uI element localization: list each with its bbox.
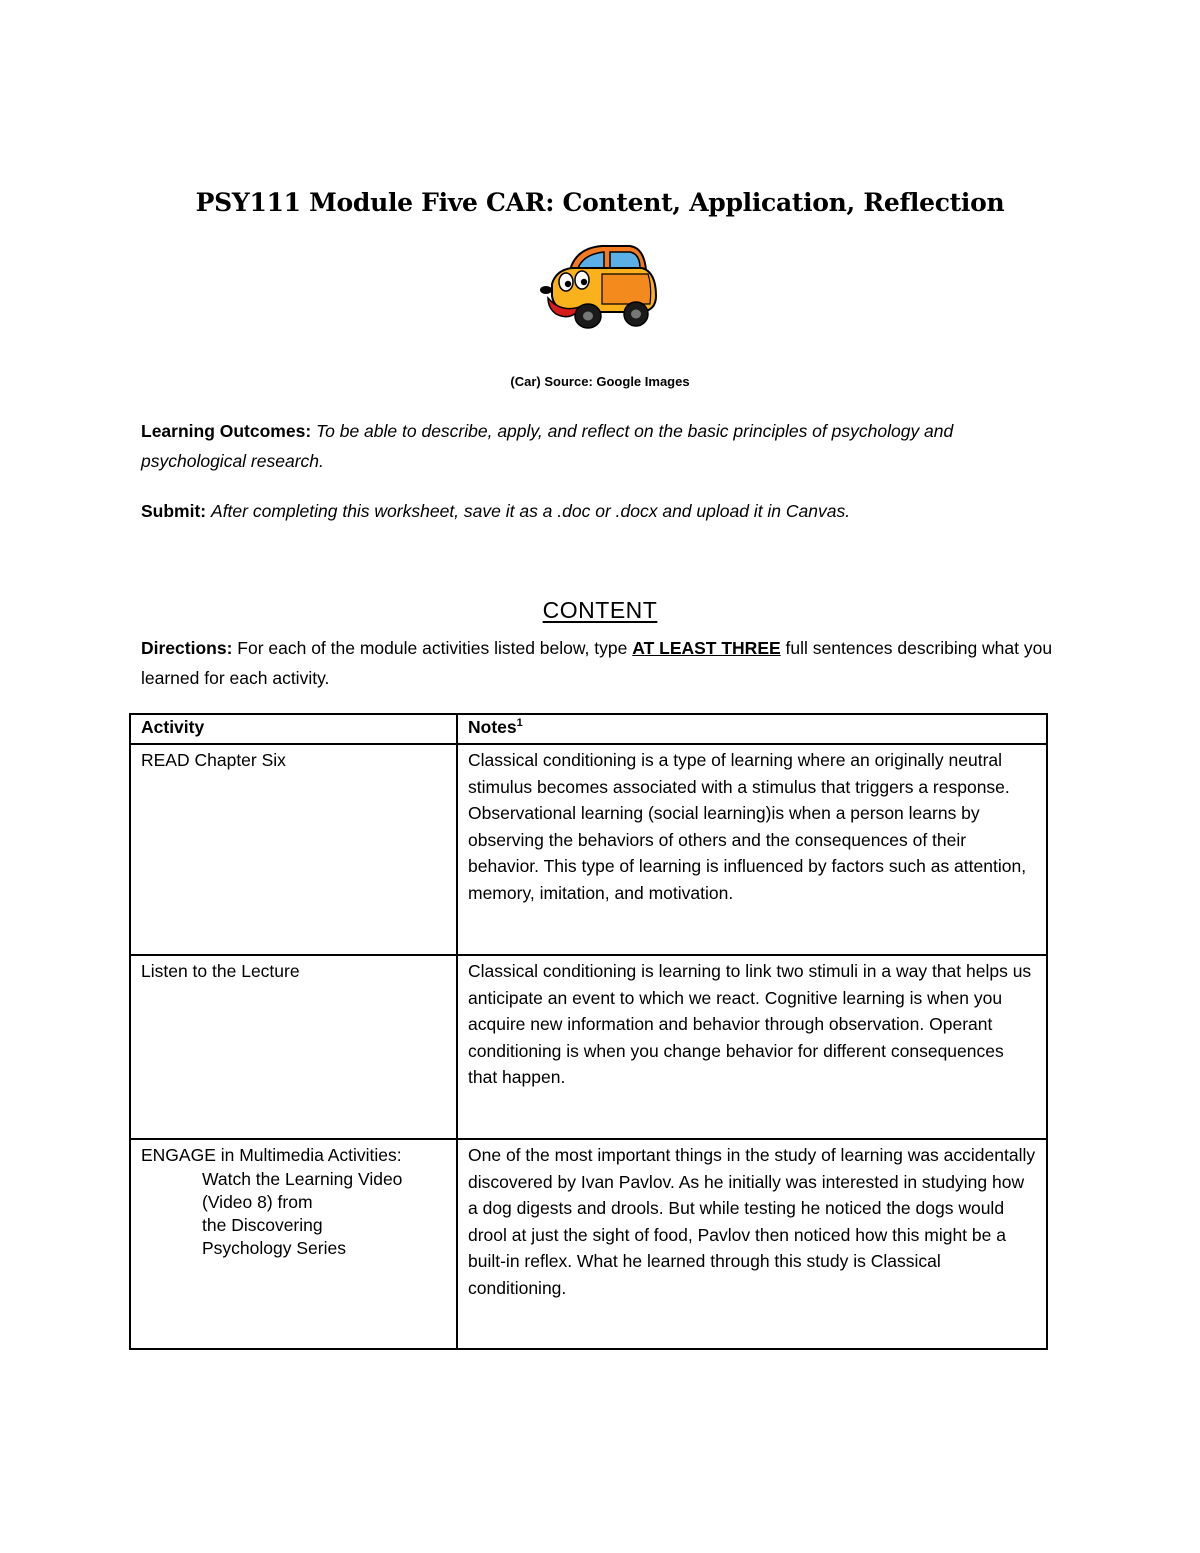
submit-text: After completing this worksheet, save it as a .doc or .docx and upload it in Canvas. [211,501,851,521]
activities-table [129,713,1048,1350]
learning-outcomes-text: To be able to describe, apply, and reflect on the basic principles of psychology and psychological research. [141,421,954,471]
table-row [130,1139,1047,1349]
table-row [130,955,1047,1139]
activity-cell [130,1139,457,1349]
directions-label: Directions: [141,638,233,658]
activity-sub-line: the Discovering [202,1215,323,1235]
header-notes [457,714,1047,744]
table-row [130,744,1047,955]
notes-footnote-marker: 1 [516,717,523,730]
directions-text-after: full sentences describing what you learned for each activity. [141,638,1053,688]
activity-sub-lines [141,1168,446,1260]
activity-sub-line: Watch the Learning Video [202,1169,403,1189]
activity-cell: READ Chapter Six [130,744,457,955]
image-caption: (Car) Source: Google Images [510,374,690,389]
directions-emphasis: AT LEAST THREE [632,638,781,658]
header-notes-label: Notes [468,717,517,737]
learning-outcomes [141,416,1061,476]
directions [141,633,1061,693]
header-activity: Activity [130,714,457,744]
notes-cell: Classical conditioning is learning to link two stimuli in a way that helps us anticipate an event to which we react. Cognitive learning is when you acquire new information and behavior through observation. Operant conditioning is when you change behavior for different consequences that happen. [457,955,1047,1139]
cartoon-car-image [532,240,660,336]
activity-sub-line: (Video 8) from [202,1192,313,1212]
table-header-row [130,714,1047,744]
activity-label: ENGAGE in Multimedia Activities: [141,1145,402,1165]
document-title: PSY111 Module Five CAR: Content, Application, Reflection [195,188,1005,217]
content-heading: CONTENT [542,597,658,623]
submit-label: Submit: [141,501,207,521]
activity-sub-line: Psychology Series [202,1238,346,1258]
notes-cell: One of the most important things in the study of learning was accidentally discovered by Ivan Pavlov. As he initially was interested in studying how a dog digests and drools. But while testing he noticed the dogs would drool at just the sight of food, Pavlov then noticed how this might be a built-in reflex. What he learned through this study is Classical conditioning. [457,1139,1047,1349]
directions-text-before: For each of the module activities listed below, type [237,638,628,658]
learning-outcomes-label: Learning Outcomes: [141,421,312,441]
activity-cell: Listen to the Lecture [130,955,457,1139]
submit-instructions [141,496,1061,526]
notes-cell: Classical conditioning is a type of learning where an originally neutral stimulus becomes associated with a stimulus that triggers a response. Observational learning (social learning)is when a person learns by observing the behaviors of others and the consequences of their behavior. This type of learning is influenced by factors such as attention, memory, imitation, and motivation. [457,744,1047,955]
